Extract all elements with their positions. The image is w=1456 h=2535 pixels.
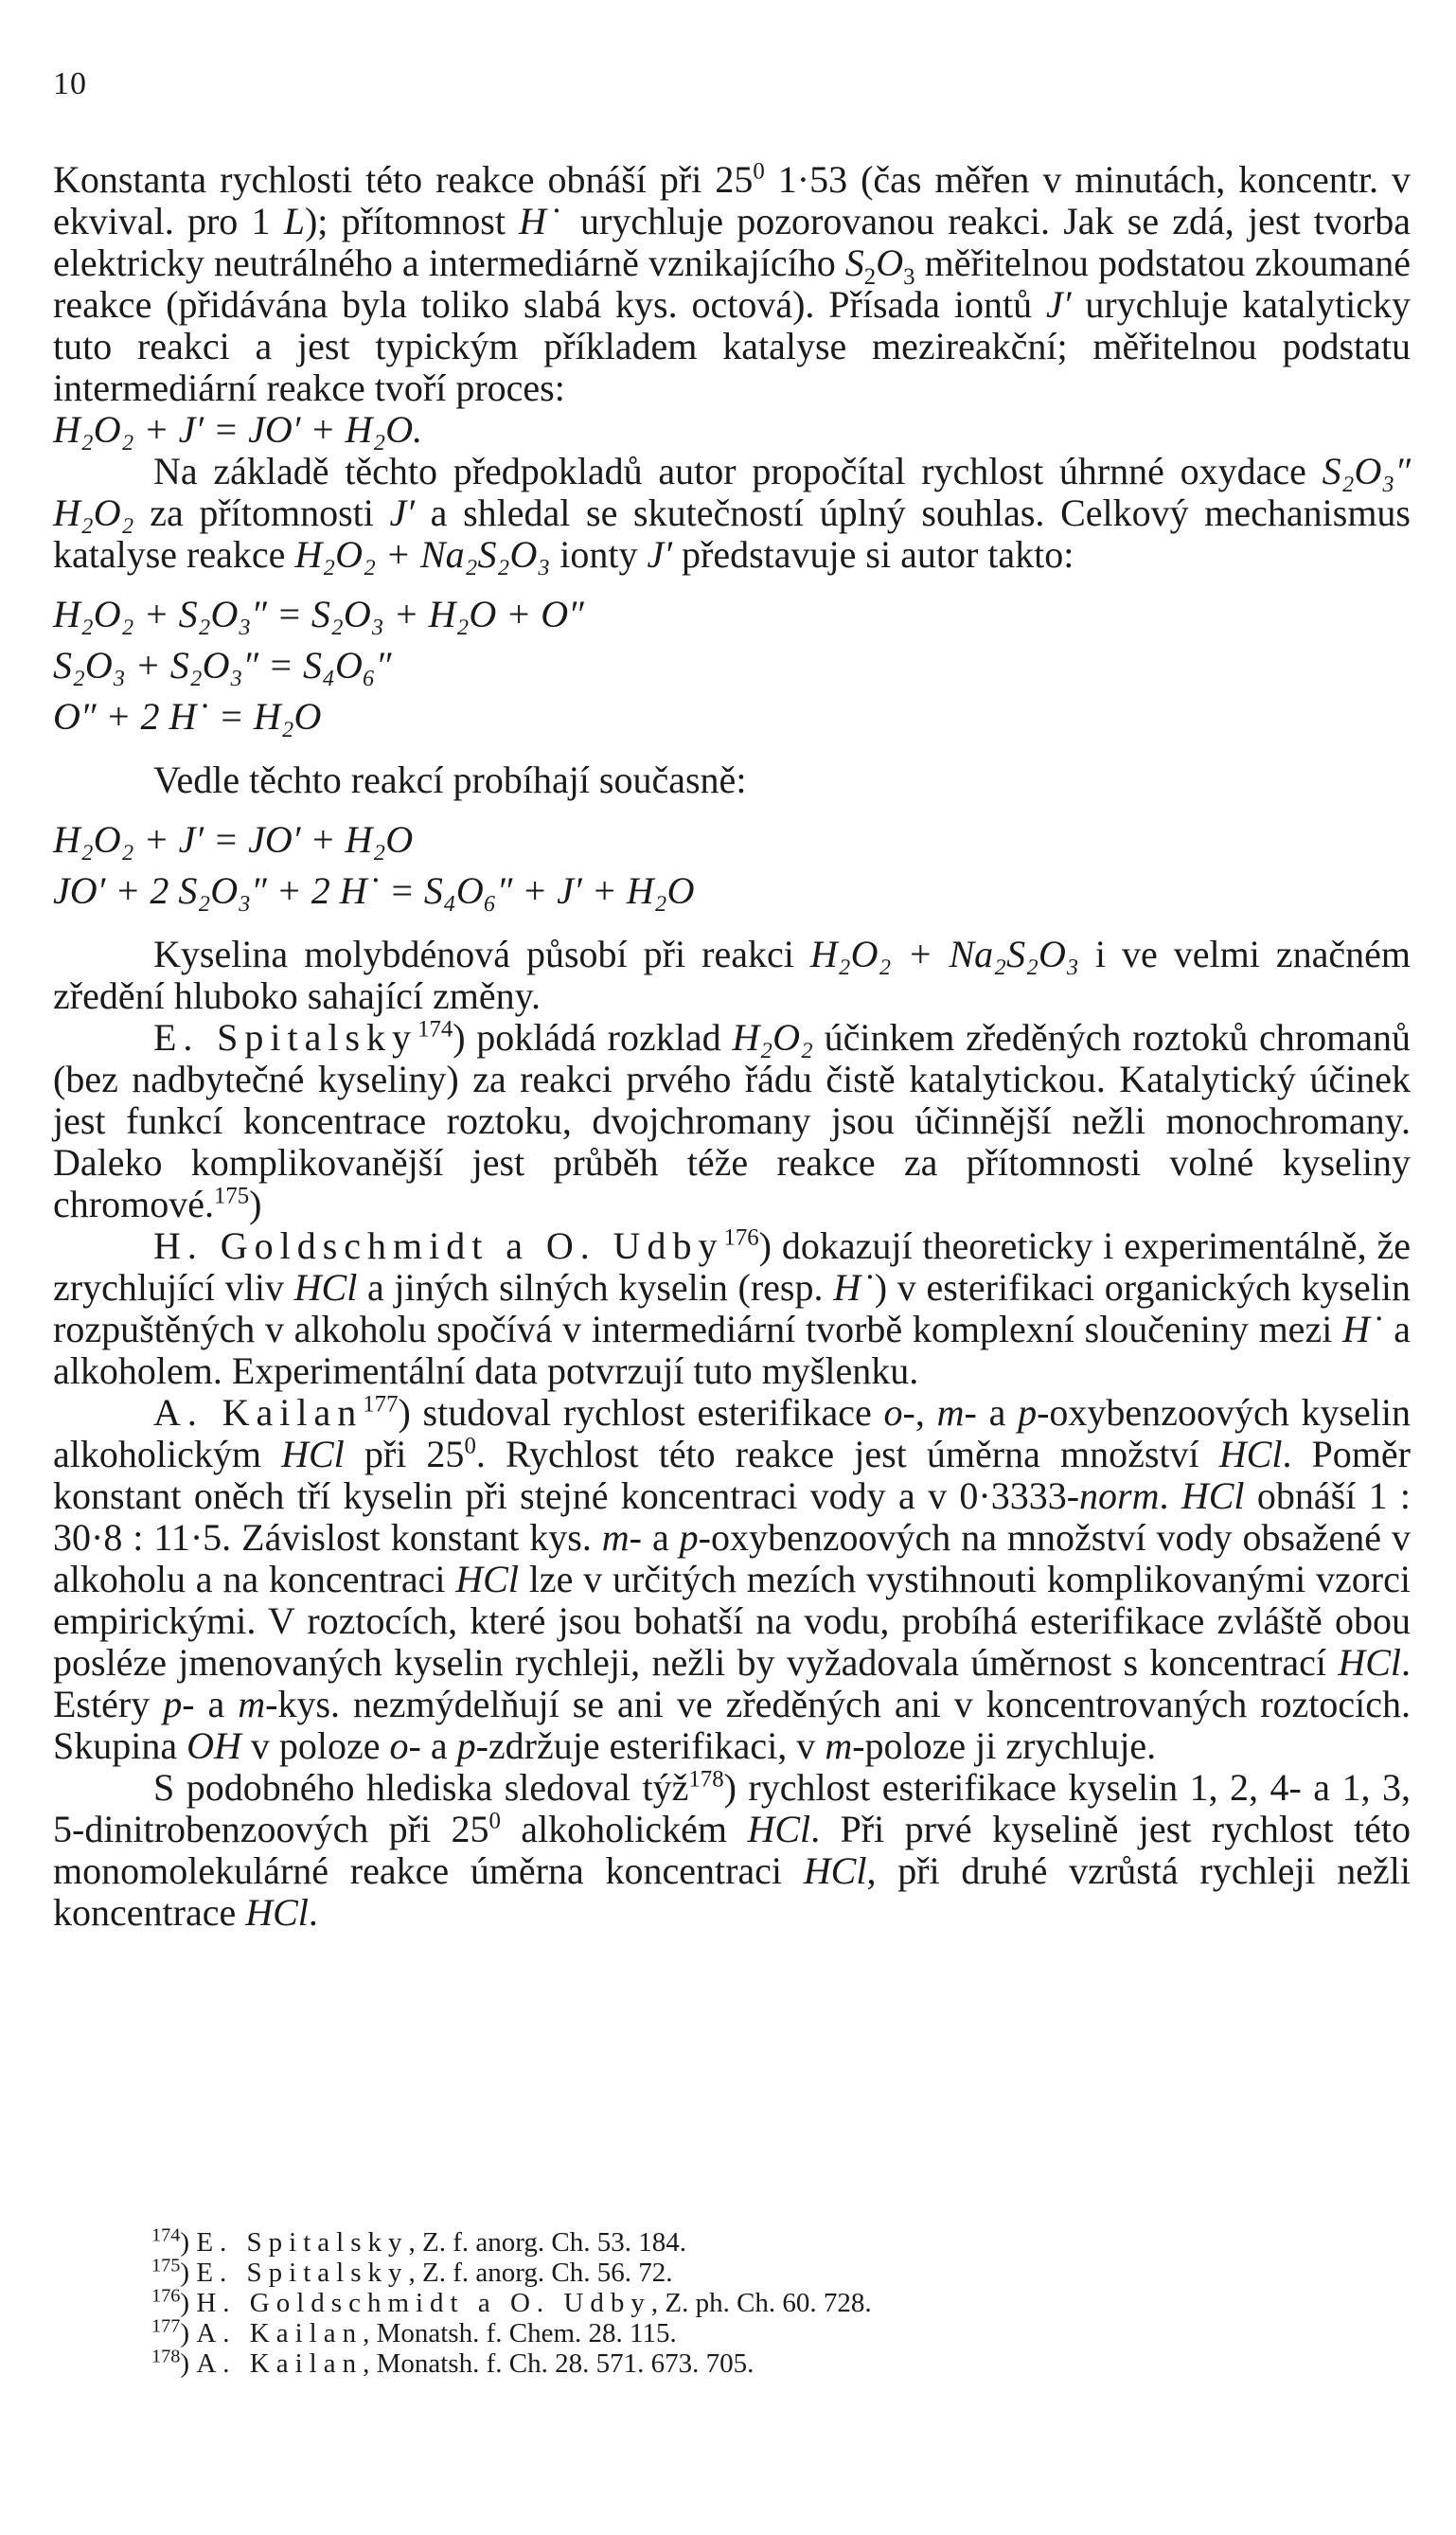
formula: norm [1079, 1474, 1160, 1517]
footnote-number: 177 [151, 2315, 181, 2337]
author-name: H. Goldschmidt a O. Udby [196, 2288, 651, 2318]
text-run: ) pokládá rozklad [453, 1016, 733, 1059]
text-run: - a [408, 1724, 457, 1767]
text-run: ) rychlost esterifikace kyselin 1, 2, 4- a 1, 3, 5-dinitrobenzoových při 25 [53, 1766, 1412, 1850]
citation: , Monatsh. f. Ch. 28. 571. 673. 705. [363, 2348, 755, 2379]
formula: S [844, 241, 864, 284]
formula: o [389, 1724, 409, 1767]
equation: JO′ + 2 S₂O₃″ + 2 H˙ = S₄O₆″ + J′ + H₂O [53, 869, 695, 912]
text-run: při 25 [344, 1433, 465, 1475]
formula: L [283, 200, 305, 242]
citation: , Z. f. anorg. Ch. 53. 184. [408, 2227, 686, 2258]
formula: HCl [1218, 1433, 1283, 1475]
text-run: - a [629, 1516, 680, 1559]
author-name: E. Spitalsky [196, 2258, 409, 2288]
text-run: -zdržuje esterifikaci, v [475, 1724, 826, 1767]
author-name: A. Kailan [196, 2348, 364, 2379]
page-number: 10 [53, 66, 87, 101]
text-run: -kys. nezmýdelňují se ani ve zředěných ani v koncentrovaných roztocích. Skupina [53, 1683, 1411, 1767]
footnote-number: 174 [151, 2224, 181, 2246]
citation: , Monatsh. f. Chem. 28. 115. [363, 2318, 677, 2348]
text-run: a shledal se skutečností úplný souhlas. Celkový mechanismus katalyse reakce [53, 491, 1411, 576]
text-run: 1·53 (čas měřen v minutách, koncentr. v ekvival. pro 1 [53, 158, 1411, 242]
paragraph-rate-constant [53, 159, 1411, 409]
author-name: E. Spitalsky [153, 1016, 418, 1059]
formula: m [238, 1683, 266, 1725]
body-text [53, 159, 1411, 1934]
equation: O″ + 2 H˙ = H₂O [53, 695, 322, 738]
text-run: ) [249, 1183, 262, 1225]
footnotes [151, 2224, 1287, 2379]
text-run: -, [902, 1391, 937, 1434]
ion-charge: ˙ [546, 200, 567, 242]
text-run: . [1159, 1474, 1181, 1517]
footnote-ref[interactable]: 174 [417, 1016, 453, 1043]
text-run: ) v esterifikaci organických kyselin rozpuštěných v alkoholu spočívá v intermediární tvorbě komplexní sloučeniny mezi [53, 1266, 1411, 1350]
formula: m [601, 1516, 630, 1559]
text-run: Konstanta rychlosti této reakce obnáší při 25 [53, 158, 754, 201]
formula: J′ [647, 533, 673, 576]
formula: H˙ [833, 1266, 875, 1309]
footnote: $^{178}$) A. Kailan, Monatsh. f. Ch. 28. 571. 673. 705. [151, 2346, 755, 2379]
equation: S₂O₃ + S₂O₃″ = S₄O₆″ [53, 644, 392, 687]
text-run: lze v určitých mezích vystihnouti komplikovanými vzorci empirickými. V roztocích, které jsou bohatší na vodu, probíhá esterifikace zvláště obou posléze jmenovaných kyselin rychleji, nežli by vyžadovala úměrnost s koncentrací [53, 1558, 1411, 1684]
footnote-ref[interactable]: 177 [363, 1391, 399, 1418]
formula: H₂O₂ + Na₂S₂O₃ [294, 533, 551, 576]
footnote: $^{175}$) E. Spitalsky, Z. f. anorg. Ch. 56. 72. [151, 2255, 673, 2288]
text-run: - a [182, 1683, 239, 1725]
text-run: ionty [550, 533, 648, 576]
formula: p [163, 1683, 183, 1725]
formula: HCl [293, 1266, 358, 1309]
degree-mark: 0 [488, 1808, 501, 1834]
text-run: ); přítomnost [304, 200, 520, 242]
paragraph-concurrent: Vedle těchto reakcí probíhají současně: [153, 759, 747, 801]
formula: H₂O₂ [53, 491, 134, 534]
formula: m [936, 1391, 965, 1434]
formula: J′ [389, 491, 416, 534]
text-run: . Při prvé kyselině jest rychlost této monomolekulárné reakce úměrna koncentraci [53, 1808, 1412, 1892]
formula: p [679, 1516, 699, 1559]
text-run: měřitelnou podstatou zkoumané reakce (přidávána byla toliko slabá kys. octová). Přísada iontů [53, 241, 1411, 326]
paragraph-spitalsky [53, 1017, 1411, 1225]
footnote-ref[interactable]: 178 [688, 1766, 724, 1793]
text-run: S podobného hlediska sledoval týž [153, 1766, 689, 1809]
formula: HCl [245, 1891, 309, 1934]
text-run: Kyselina molybdénová působí při reakci [153, 933, 810, 975]
formula: HCl [1338, 1641, 1401, 1684]
formula: m [825, 1724, 853, 1767]
text-run: i ve velmi značném zředění hluboko sahající změny. [53, 933, 1411, 1017]
text-run: urychluje katalyticky tuto reakci a jest typickým příkladem katalyse mezireakční; měřitelnou podstatu intermediární reakce tvoří proces: [53, 283, 1411, 409]
text-run: ) studoval rychlost esterifikace [398, 1391, 884, 1434]
text-run: urychluje pozorovanou reakci. Jak se zdá, jest tvorba elektricky neutrálného a intermediárně vznikajícího [53, 200, 1411, 284]
formula: HCl [747, 1808, 811, 1850]
formula: HCl [1181, 1474, 1245, 1517]
footnote-ref[interactable]: 175 [213, 1183, 250, 1209]
footnote-number: 178 [151, 2346, 181, 2367]
citation: , Z. f. anorg. Ch. 56. 72. [408, 2258, 673, 2288]
paragraph-dinitrobenzoic [53, 1767, 1411, 1934]
equation-set-concurrent [53, 814, 1411, 917]
formula: HCl [803, 1849, 867, 1892]
formula: H [519, 200, 547, 242]
formula: OH [186, 1724, 241, 1767]
subscript: 3 [903, 264, 915, 290]
footnote-ref[interactable]: 176 [723, 1224, 759, 1251]
text-run: - a [964, 1391, 1019, 1434]
formula: O [876, 241, 904, 284]
formula: S₂O₃″ [1322, 450, 1411, 492]
author-name: A. Kailan [153, 1391, 364, 1434]
author-name: E. Spitalsky [196, 2227, 409, 2258]
formula: H˙ [1341, 1308, 1384, 1350]
formula: HCl [455, 1558, 519, 1600]
formula: o [883, 1391, 903, 1434]
text-run: alkoholickém [500, 1808, 748, 1850]
author-name: A. Kailan [196, 2318, 364, 2348]
equation: H₂O₂ + J′ = JO′ + H₂O [53, 818, 414, 861]
footnote: $^{177}$) A. Kailan, Monatsh. f. Chem. 28. 115. [151, 2315, 677, 2348]
formula: H₂O₂ + Na₂S₂O₃ [809, 933, 1079, 975]
equation-set-mechanism [53, 589, 1411, 742]
text-run: Na základě těchto předpokladů autor propočítal rychlost úhrnné oxydace [153, 450, 1323, 492]
paragraph-oxidation [53, 451, 1411, 576]
formula: J′ [1045, 283, 1072, 326]
formula: p [456, 1724, 476, 1767]
degree-mark: 0 [464, 1433, 476, 1459]
text-run: , při druhé vzrůstá rychleji nežli koncentrace [53, 1849, 1412, 1934]
formula: HCl [281, 1433, 345, 1475]
text-run: -oxybenzoových na množství vody obsažené v alkoholu a na koncentraci [53, 1516, 1412, 1600]
paragraph-kailan [53, 1392, 1411, 1767]
formula: H₂O₂ [732, 1016, 813, 1059]
text-run: -poloze ji zrychluje. [852, 1724, 1157, 1767]
subscript: 2 [863, 264, 877, 290]
text-run: a jiných silných kyselin (resp. [357, 1266, 834, 1309]
text-run: v poloze [240, 1724, 390, 1767]
footnote-number: 175 [151, 2255, 181, 2276]
author-name: H. Goldschmidt a O. Udby [153, 1224, 724, 1267]
equation: H₂O₂ + S₂O₃″ = S₂O₃ + H₂O + O″ [53, 593, 584, 635]
text-run: představuje si autor takto: [672, 533, 1074, 576]
text-run: za přítomnosti [133, 491, 390, 534]
text-run: ) dokazují theoreticky i experimentálně, že zrychlující vliv [53, 1224, 1412, 1309]
text-run: . Poměr konstant oněch tří kyselin při stejné koncentraci vody a v 0·3333- [53, 1433, 1411, 1517]
text-run: a alkoholem. Experimentální data potvrzují tuto myšlenku. [53, 1308, 1411, 1392]
text-run: účinkem zředěných roztoků chromanů (bez nadbytečné kyseliny) za reakci prvého řádu čistě katalytickou. Katalytický účinek jest funkcí koncentrace roztoku, dvojchromany jsou účinnější nežli monochromany. Daleko komplikovanější jest průběh téže reakce za přítomnosti volné kyseliny chromové. [53, 1016, 1411, 1225]
footnote-number: 176 [151, 2285, 181, 2307]
footnote: $^{174}$) E. Spitalsky, Z. f. anorg. Ch. 53. 184. [151, 2224, 686, 2258]
text-run: . Rychlost této reakce jest úměrna množství [475, 1433, 1219, 1475]
footnote: $^{176}$) H. Goldschmidt a O. Udby, Z. ph. Ch. 60. 728. [151, 2285, 872, 2318]
formula: p [1018, 1391, 1038, 1434]
citation: , Z. ph. Ch. 60. 728. [650, 2288, 872, 2318]
degree-mark: 0 [753, 158, 765, 185]
equation: H₂O₂ + J′ = JO′ + H₂O. [53, 408, 423, 451]
paragraph-molybdenum [53, 934, 1411, 1017]
paragraph-goldschmidt [53, 1225, 1411, 1392]
text-run: obnáší 1 : 30·8 : 11·5. Závislost konstant kys. [53, 1474, 1412, 1559]
text-run: . [308, 1891, 318, 1934]
text-run: . Estéry [53, 1641, 1411, 1725]
text-run: -oxybenzoových kyselin alkoholickým [53, 1391, 1411, 1475]
